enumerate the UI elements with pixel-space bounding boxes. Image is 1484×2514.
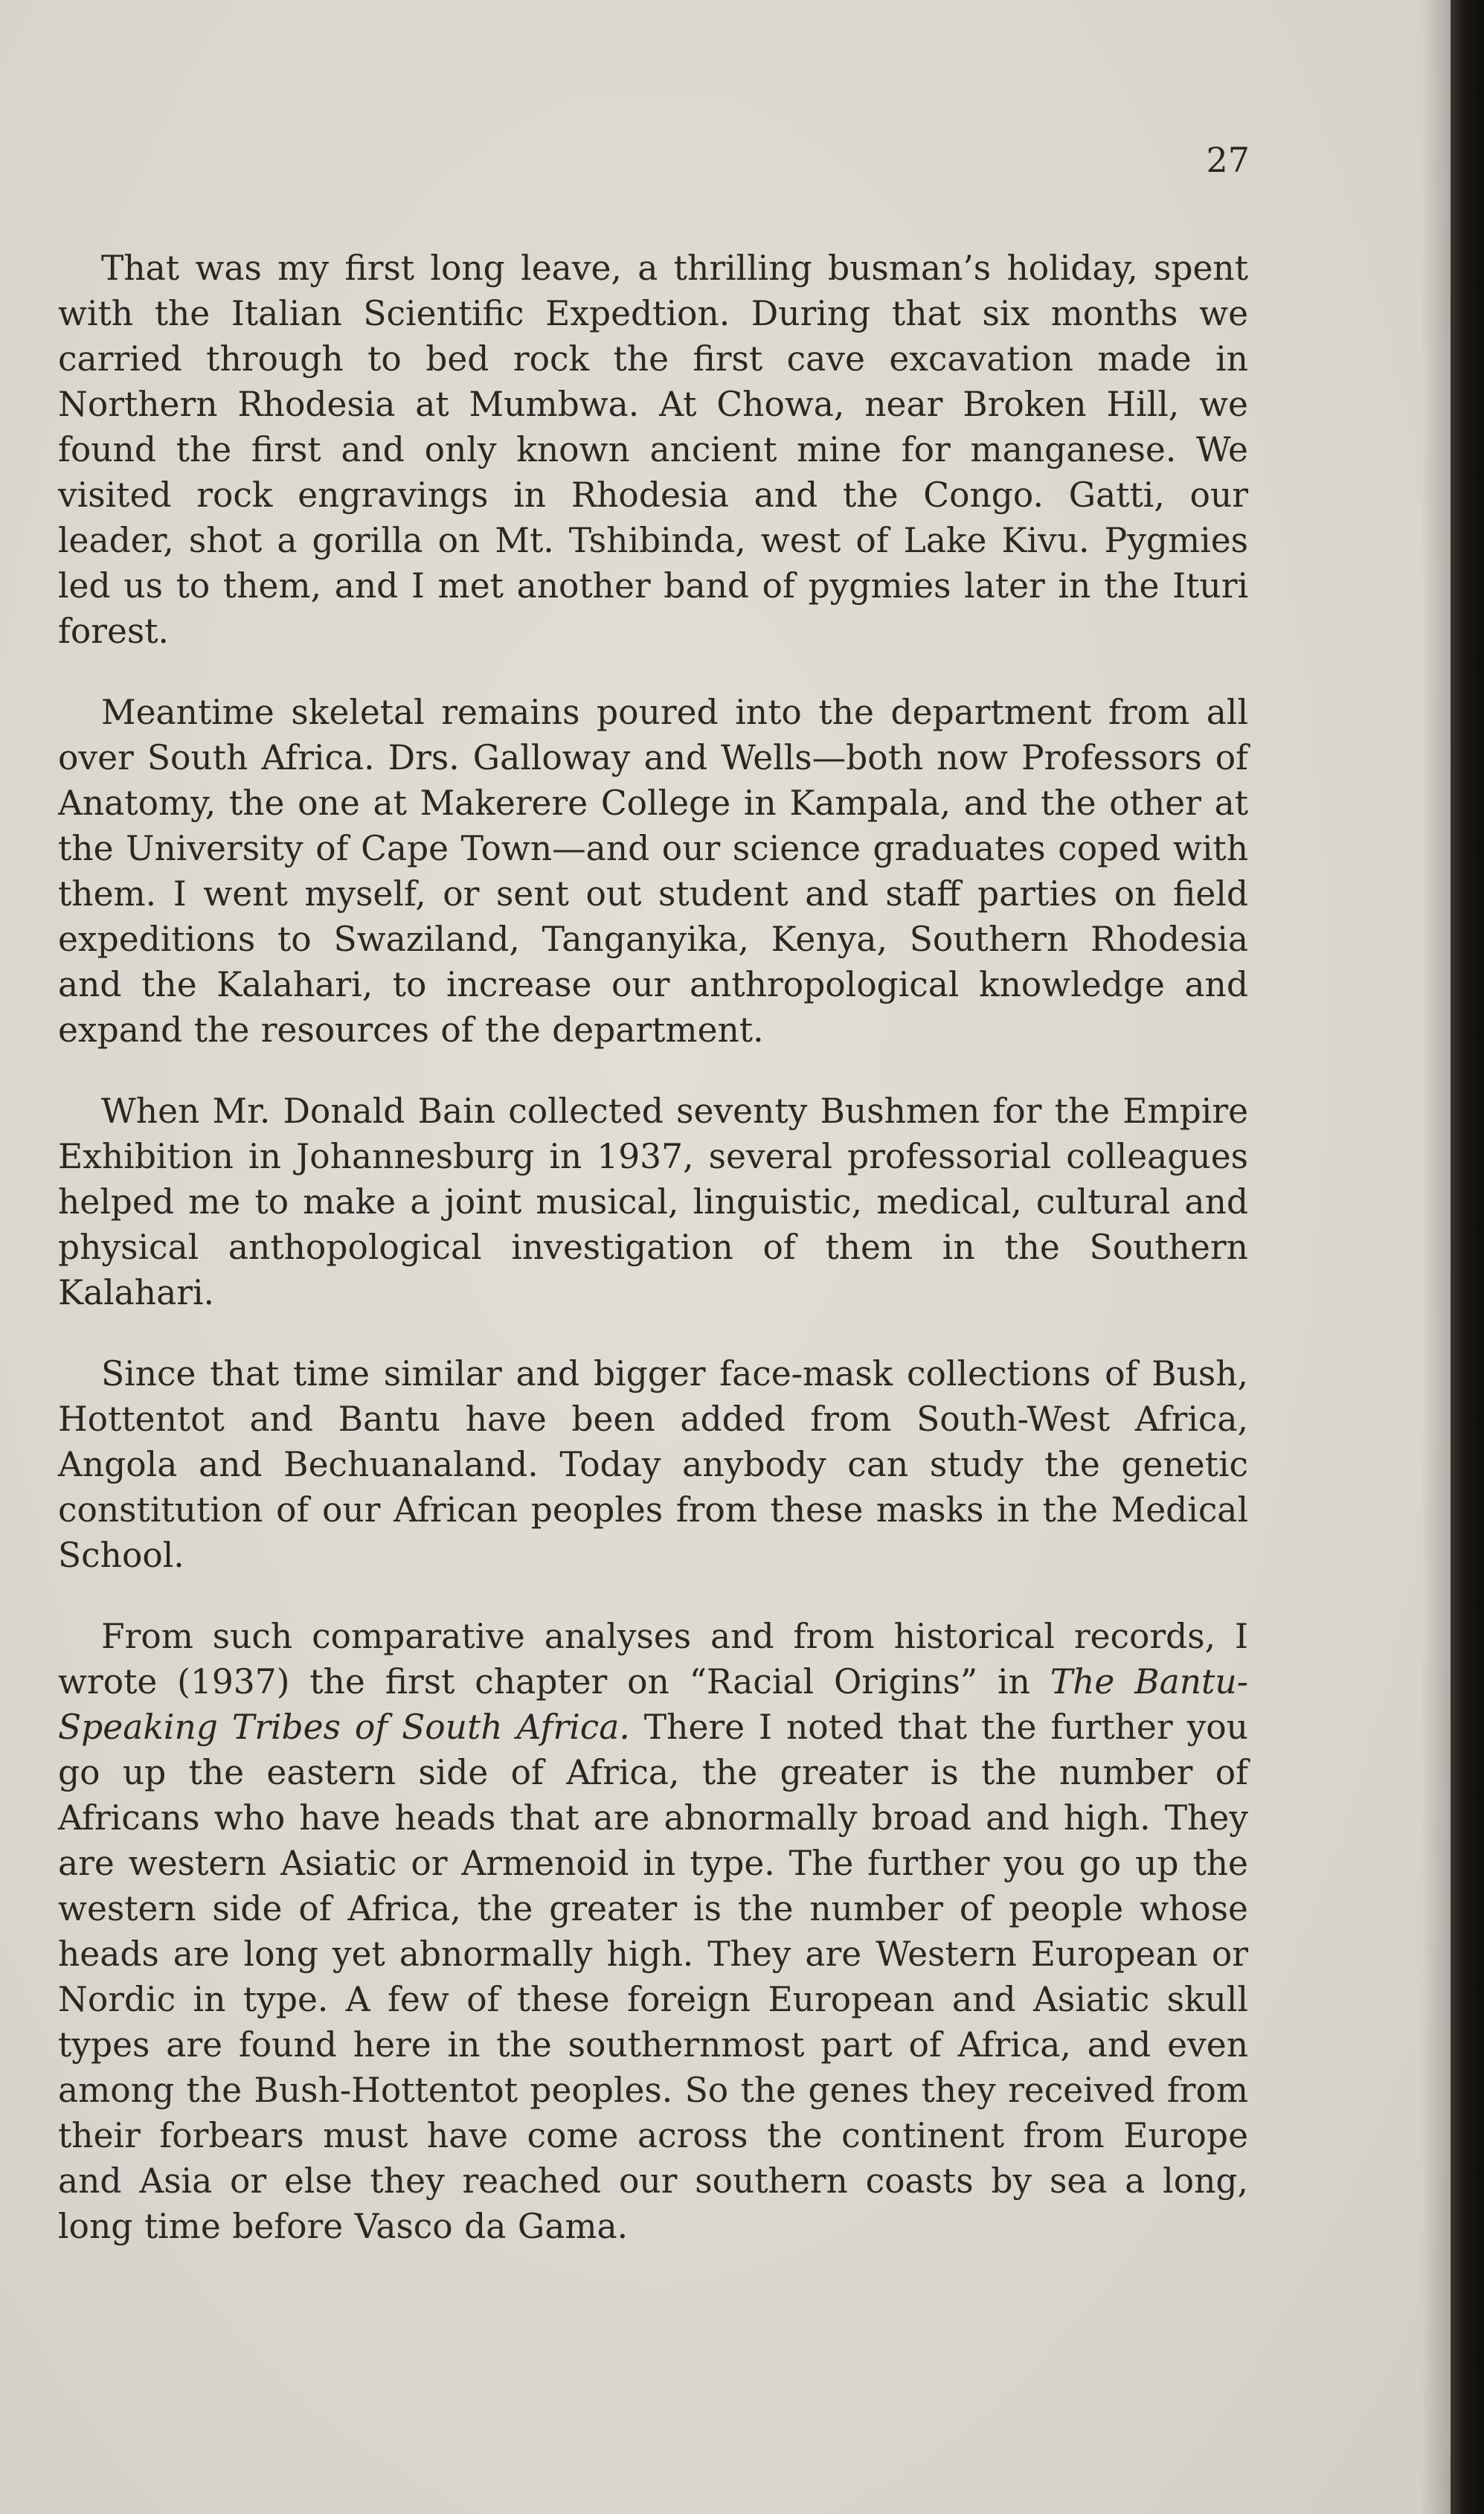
book-title: The Bantu-Speaking Tribes of South Africa.	[58, 1662, 1249, 1747]
paragraph-5-after-title: There I noted that the further you go up the eastern side of Africa, the greater is the number of Africans who have heads that are abnormally broad and high. They are western Asiatic or Armenoid in type. The further you go up the western side of Africa, the greater is the number of people whose heads are long yet abnormally high. They are Western European or Nordic in type. A few of these foreign European and Asiatic skull types are found here in the southernmost part of Africa, and even among the Bush-Hottentot peoples. So the genes they received from their forbears must have come across the continent from Europe and Asia or else they reached our southern coasts by sea a long, long time before Vasco da Gama.	[58, 1707, 1248, 2246]
paragraph-1: That was my first long leave, a thrilling busman’s holiday, spent with the Italian Scientific Expedtion. During that six months we carried through to bed rock the first cave excavation made in Northern Rhodesia at Mumbwa. At Chowa, near Broken Hill, we found the first and only known ancient mine for manganese. We visited rock engravings in Rhodesia and the Congo. Gatti, our leader, shot a gorilla on Mt. Tshibinda, west of Lake Kivu. Pygmies led us to them, and I met another band of pygmies later in the Ituri forest.	[58, 248, 1248, 651]
book-spine-edge	[1451, 0, 1484, 2514]
paragraph-5	[58, 1614, 1248, 2249]
paragraph-2: Meantime skeletal remains poured into the department from all over South Africa. Drs. Galloway and Wells—both now Professors of Anatomy, the one at Makerere College in Kampala, and the other at the University of Cape Town—and our science graduates coped with them. I went myself, or sent out student and staff parties on field expeditions to Swaziland, Tanganyika, Kenya, Southern Rhodesia and the Kalahari, to increase our anthropological knowledge and expand the resources of the department.	[58, 693, 1248, 1050]
page-edge-shadow	[1421, 0, 1451, 2514]
paragraph-3: When Mr. Donald Bain collected seventy Bushmen for the Empire Exhibition in Johannesburg in 1937, several professorial colleagues helped me to make a joint musical, linguistic, medical, cultural and physical anthopological investigation of them in the Southern Kalahari.	[58, 1091, 1248, 1312]
paragraph-4: Since that time similar and bigger face-mask collections of Bush, Hottentot and Bantu have been added from South-West Africa, Angola and Bechuanaland. Today anybody can study the genetic constitution of our African peoples from these masks in the Medical School.	[58, 1354, 1248, 1575]
page-number: 27	[1206, 140, 1250, 180]
paragraph-5-before-title: From such comparative analyses and from historical records, I wrote (1937) the first chapter on “Racial Origins” in	[58, 1617, 1248, 1702]
body-text	[58, 246, 1248, 2285]
